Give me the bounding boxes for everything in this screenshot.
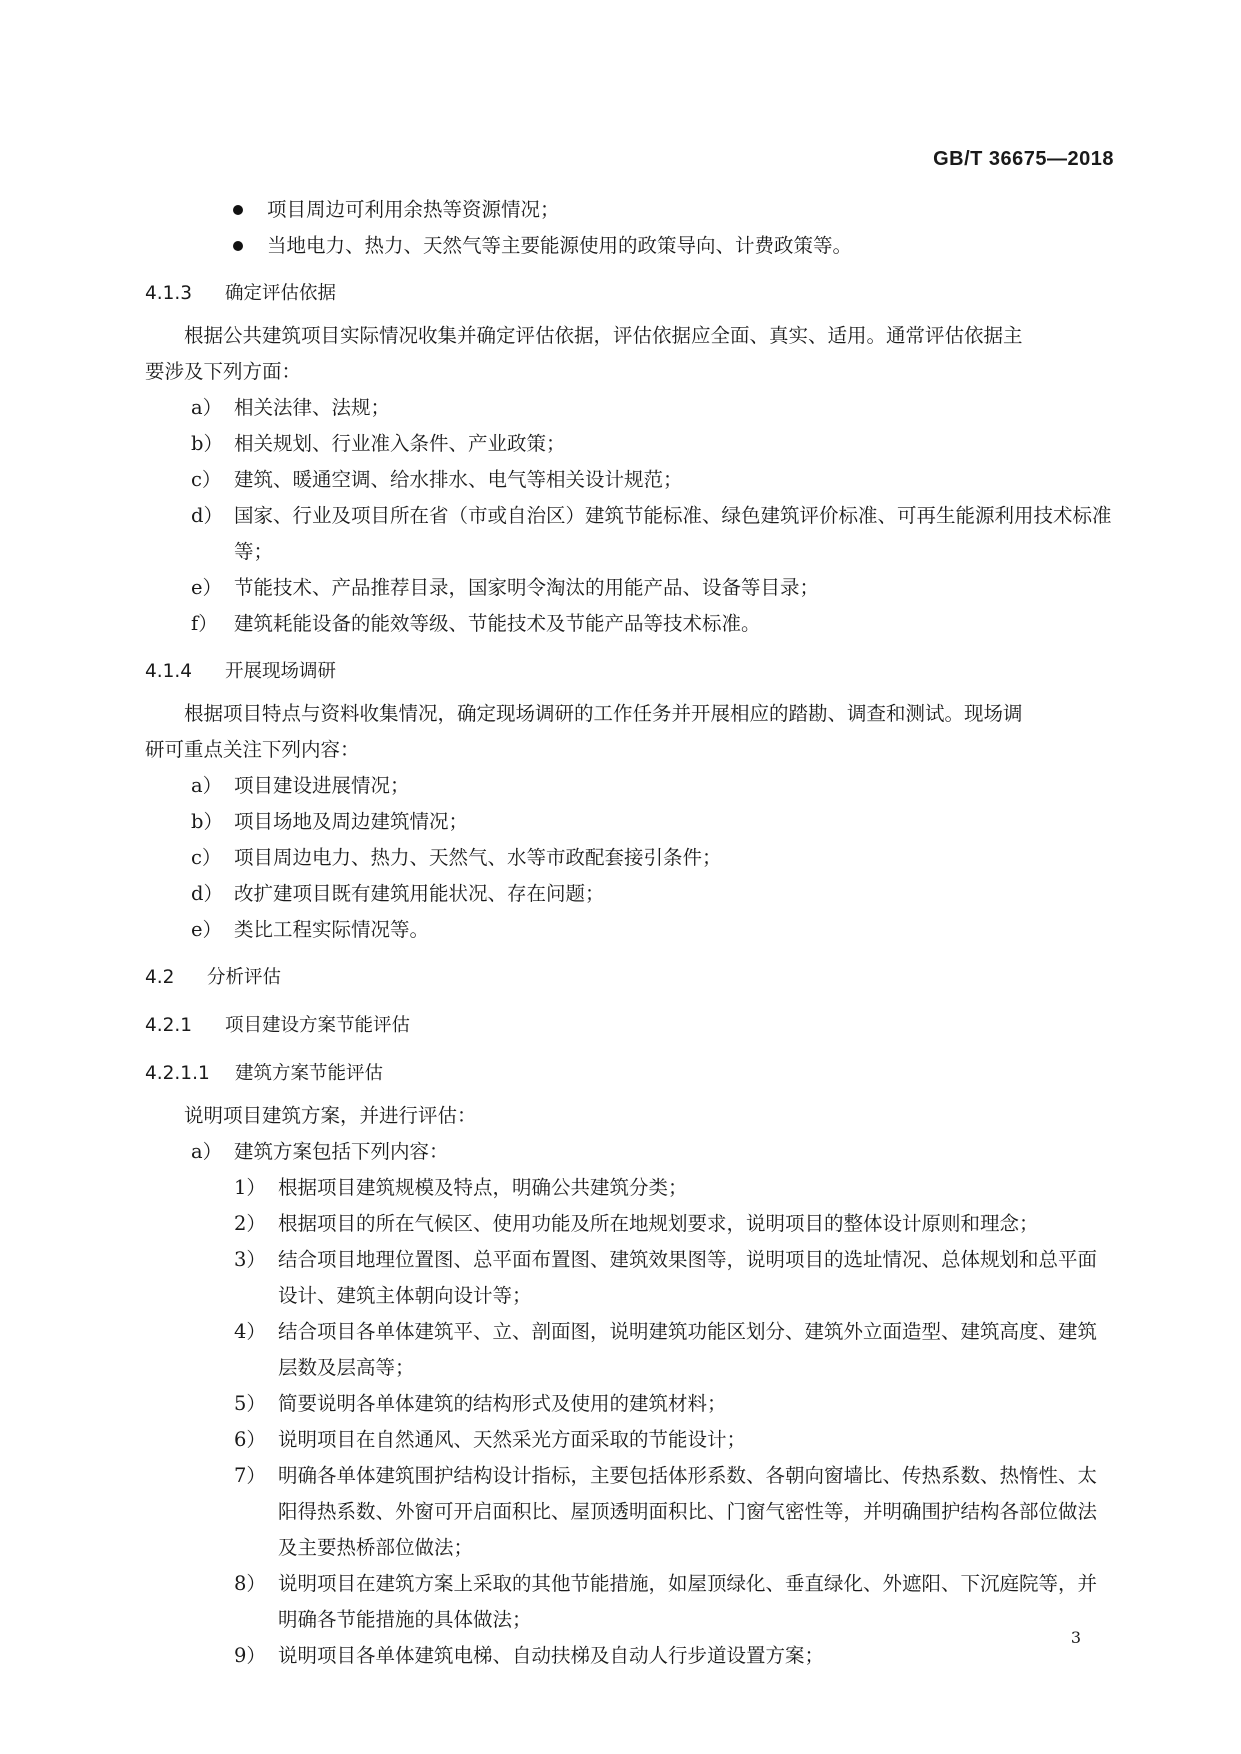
sub-list-item: 1） 根据项目建筑规模及特点，明确公共建筑分类； [234, 1176, 688, 1199]
section-heading-4-2-1-1: 4.2.1.1 建筑方案节能评估 [145, 1063, 384, 1084]
sub-list-item: 4） 结合项目各单体建筑平、立、剖面图，说明建筑功能区划分、建筑外立面造型、建筑高度、建筑层数及层高等； [234, 1320, 1098, 1379]
list-item: f） 建筑耗能设备的能效等级、节能技术及节能产品等技术标准。 [191, 612, 761, 635]
section-heading-4-1-4: 4.1.4 开展现场调研 [145, 661, 337, 682]
sub-list-item: 8） 说明项目在建筑方案上采取的其他节能措施，如屋顶绿化、垂直绿化、外遮阳、下沉庭院等，并明确各节能措施的具体做法； [234, 1572, 1098, 1631]
list-item: d） 国家、行业及项目所在省（市或自治区）建筑节能标准、绿色建筑评价标准、可再生能源利用技术标准等； [191, 504, 1112, 563]
sub-list-item: 3） 结合项目地理位置图、总平面布置图、建筑效果图等，说明项目的选址情况、总体规划和总平面设计、建筑主体朝向设计等； [234, 1248, 1098, 1307]
bullet-item: 当地电力、热力、天然气等主要能源使用的政策导向、计费政策等。 [145, 228, 1115, 264]
list-item: c） 项目周边电力、热力、天然气、水等市政配套接引条件； [191, 846, 722, 869]
paragraph-line: 研可重点关注下列内容： [145, 738, 360, 761]
list-item: c） 建筑、暖通空调、给水排水、电气等相关设计规范； [191, 468, 683, 491]
bullet-item: 项目周边可利用余热等资源情况； [145, 192, 1115, 228]
page-number: 3 [1070, 1628, 1081, 1647]
section-heading-4-2-1: 4.2.1 项目建设方案节能评估 [145, 1015, 411, 1036]
bullet-dot-icon [233, 205, 243, 215]
paragraph-line: 根据项目特点与资料收集情况，确定现场调研的工作任务并开展相应的踏勘、调查和测试。现场调 [184, 702, 1023, 725]
page-content [145, 192, 1115, 1674]
list-item: d） 改扩建项目既有建筑用能状况、存在问题； [191, 882, 605, 905]
list-item: b） 相关规划、行业准入条件、产业政策； [191, 432, 566, 455]
list-item: a） 建筑方案包括下列内容： [191, 1140, 449, 1163]
section-heading-4-1-3: 4.1.3 确定评估依据 [145, 283, 337, 304]
sub-list-item: 6） 说明项目在自然通风、天然采光方面采取的节能设计； [234, 1428, 747, 1451]
sub-list-item: 2） 根据项目的所在气候区、使用功能及所在地规划要求，说明项目的整体设计原则和理念； [234, 1212, 1039, 1235]
paragraph-line: 根据公共建筑项目实际情况收集并确定评估依据，评估依据应全面、真实、适用。通常评估依据主 [184, 324, 1023, 347]
sub-list-item: 5） 简要说明各单体建筑的结构形式及使用的建筑材料； [234, 1392, 727, 1415]
section-heading-4-2: 4.2 分析评估 [145, 967, 282, 988]
bullet-dot-icon [233, 241, 243, 251]
paragraph-line: 要涉及下列方面： [145, 360, 302, 383]
list-item: b） 项目场地及周边建筑情况； [191, 810, 469, 833]
sub-list-item: 7） 明确各单体建筑围护结构设计指标，主要包括体形系数、各朝向窗墙比、传热系数、热惰性、太阳得热系数、外窗可开启面积比、屋顶透明面积比、门窗气密性等，并明确围护结构各部位做法及主要热桥部位做法； [234, 1464, 1098, 1559]
list-item: a） 项目建设进展情况； [191, 774, 410, 797]
paragraph-line: 说明项目建筑方案，并进行评估： [184, 1104, 477, 1127]
sub-list-item: 9） 说明项目各单体建筑电梯、自动扶梯及自动人行步道设置方案； [234, 1644, 825, 1667]
list-item: e） 类比工程实际情况等。 [191, 918, 430, 941]
standard-code: GB/T 36675—2018 [933, 148, 1114, 170]
list-item: a） 相关法律、法规； [191, 396, 391, 419]
list-item: e） 节能技术、产品推荐目录，国家明令淘汰的用能产品、设备等目录； [191, 576, 820, 599]
